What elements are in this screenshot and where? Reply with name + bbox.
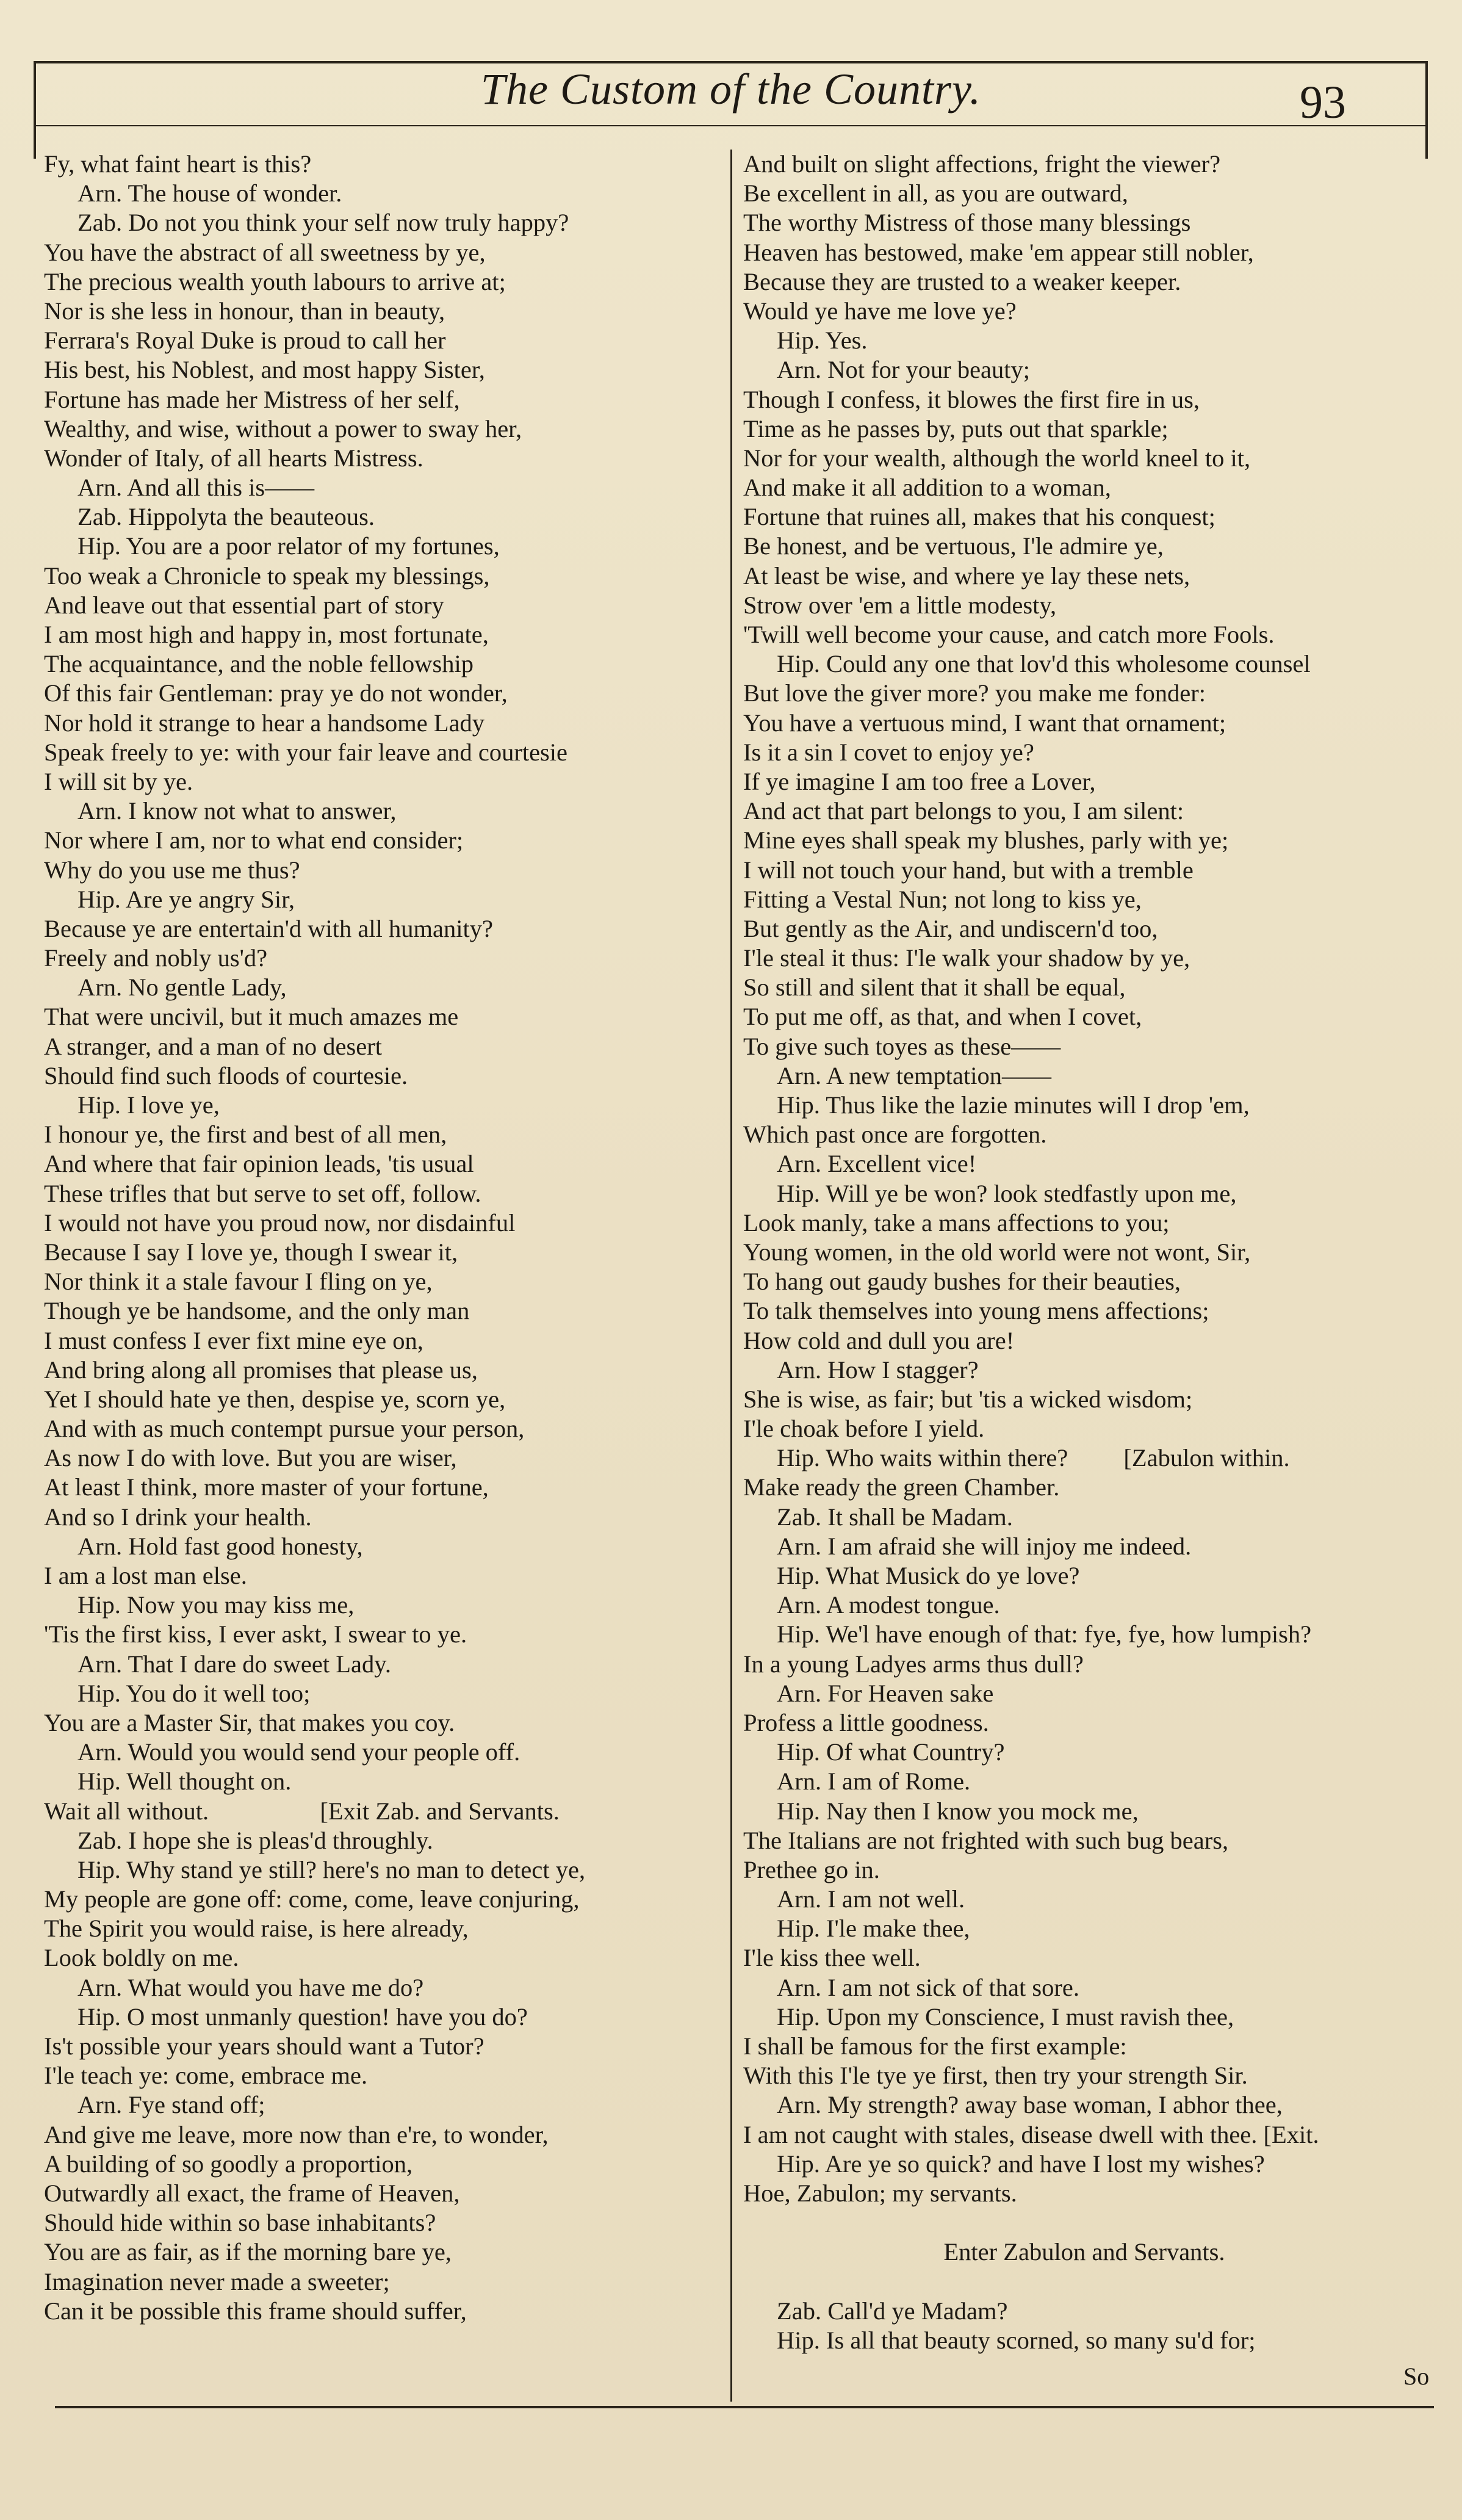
text-line: Should hide within so base inhabitants? [44,2209,436,2237]
text-line: Zab. Call'd ye Madam? [777,2297,1008,2325]
text-line: The Spirit you would raise, is here already, [44,1915,469,1943]
text-line: To talk themselves into young mens affections; [743,1297,1209,1325]
text-line: Make ready the green Chamber. [743,1473,1060,1501]
text-line: Fortune has made her Mistress of her self, [44,385,460,413]
text-line: Hip. Why stand ye still? here's no man to detect ye, [77,1855,586,1883]
text-line: A stranger, and a man of no desert [44,1032,382,1060]
text-line: Hip. Well thought on. [77,1767,292,1796]
text-line: A building of so goodly a proportion, [44,2150,413,2178]
text-line: Arn. I know not what to answer, [77,797,397,825]
text-line: Hip. Are ye so quick? and have I lost my wishes? [777,2150,1265,2178]
text-line: Though I confess, it blowes the first fire in us, [743,385,1200,413]
text-line: Hip. Of what Country? [777,1738,1005,1766]
text-line: Why do you use me thus? [44,856,300,884]
text-line: The Italians are not frighted with such bug bears, [743,1826,1229,1854]
text-line: And where that fair opinion leads, 'tis usual [44,1150,474,1178]
text-line: You are as fair, as if the morning bare ye, [44,2238,452,2266]
text-line: As now I do with love. But you are wiser, [44,1444,457,1472]
text-line: Ferrara's Royal Duke is proud to call her [44,327,446,355]
text-line: To hang out gaudy bushes for their beauties, [743,1268,1181,1296]
text-line: Hip. What Musick do ye love? [777,1562,1080,1589]
text-line: But love the giver more? you make me fonder: [743,679,1206,707]
top-rule [34,61,1428,63]
text-line: Arn. How I stagger? [777,1356,979,1384]
text-line: But gently as the Air, and undiscern'd too, [743,914,1158,942]
text-line: Time as he passes by, puts out that sparkle; [743,414,1169,442]
text-line: Though ye be handsome, and the only man [44,1297,470,1325]
text-line: The precious wealth youth labours to arrive at; [44,267,506,295]
text-line: Arn. Hold fast good honesty, [77,1532,363,1560]
text-line: I am a lost man else. [44,1562,247,1589]
text-line [743,2208,1425,2237]
text-line: So still and silent that it shall be equal, [743,973,1126,1002]
text-line: I shall be famous for the first example: [743,2032,1127,2060]
text-line: Zab. Do not you think your self now truly happy? [77,209,569,237]
text-line: Hip. Now you may kiss me, [77,1591,355,1619]
text-line: Be excellent in all, as you are outward, [743,179,1128,208]
text-line: Arn. I am not sick of that sore. [777,1973,1080,2001]
text-line: Hip. O most unmanly question! have you do? [77,2002,528,2031]
text-line: Arn. That I dare do sweet Lady. [77,1650,391,1678]
text-line: Wait all without. [Exit Zab. and Servants. [44,1797,560,1825]
text-line: Hip. Thus like the lazie minutes will I drop 'em, [777,1091,1250,1119]
running-title: The Custom of the Country. [480,65,982,114]
text-line: And make it all addition to a woman, [743,474,1111,502]
text-line: I'le teach ye: come, embrace me. [44,2062,368,2090]
text-line: I'le kiss thee well. [743,1944,921,1972]
text-line: I would not have you proud now, nor disdainful [44,1208,516,1237]
text-line: I'le steal it thus: I'le walk your shadow by ye, [743,944,1190,972]
text-line: Zab. Hippolyta the beauteous. [77,503,375,531]
text-line: Arn. A modest tongue. [777,1591,1000,1619]
text-line: And built on slight affections, fright the viewer? [743,150,1221,178]
text-line: These trifles that but serve to set off, follow. [44,1179,481,1207]
text-line: Nor for your wealth, although the world kneel to it, [743,444,1251,472]
column-divider [730,150,732,2402]
text-line: Young women, in the old world were not wont, Sir, [743,1238,1251,1266]
text-line: Arn. And all this is—— [77,474,315,502]
text-line: Arn. Excellent vice! [777,1150,977,1178]
text-line: Hip. Who waits within there? [Zabulon within. [777,1444,1290,1472]
text-line: To put me off, as that, and when I covet, [743,1003,1142,1031]
text-line: Arn. No gentle Lady, [77,973,287,1002]
text-line: I will not touch your hand, but with a tremble [743,856,1194,884]
text-line: Because I say I love ye, though I swear it, [44,1238,458,1266]
text-line: With this I'le tye ye first, then try your strength Sir. [743,2062,1248,2090]
text-line: And bring along all promises that please us, [44,1356,478,1384]
text-line: Hip. Could any one that lov'd this wholesome counsel [777,650,1311,678]
text-line: At least I think, more master of your fortune, [44,1473,489,1501]
catchword: So [1403,2363,1430,2390]
text-line: Too weak a Chronicle to speak my blessings, [44,561,490,590]
text-line: Is't possible your years should want a Tutor? [44,2032,484,2060]
text-line: Arn. For Heaven sake [777,1679,994,1707]
text-line: Enter Zabulon and Servants. [943,2238,1225,2266]
text-line: At least be wise, and where ye lay these nets, [743,561,1190,590]
text-line: Profess a little goodness. [743,1708,989,1736]
text-line [743,2267,1425,2297]
text-line: The acquaintance, and the noble fellowship [44,650,474,678]
text-line: Yet I should hate ye then, despise ye, scorn ye, [44,1385,506,1413]
text-line: Nor where I am, nor to what end consider; [44,826,464,854]
text-line: Arn. I am not well. [777,1885,965,1913]
text-line: In a young Ladyes arms thus dull? [743,1650,1084,1678]
text-line: You are a Master Sir, that makes you coy. [44,1708,455,1736]
text-line: And give me leave, more now than e're, to wonder, [44,2120,549,2148]
text-line: Wonder of Italy, of all hearts Mistress. [44,444,423,472]
right-text-column [743,150,1425,2355]
bottom-rule [55,2406,1434,2408]
text-line: Hip. Is all that beauty scorned, so many su'd for; [777,2326,1256,2354]
text-line: Zab. I hope she is pleas'd throughly. [77,1826,433,1854]
text-line: Prethee go in. [743,1855,880,1883]
text-line: Arn. Not for your beauty; [777,356,1031,384]
text-line: Arn. Would you would send your people off. [77,1738,520,1766]
left-text-column [44,150,721,2326]
text-line: I am not caught with stales, disease dwell with thee. [Exit. [743,2120,1319,2148]
text-line: Hip. Will ye be won? look stedfastly upon me, [777,1179,1237,1207]
text-line: 'Twill well become your cause, and catch more Fools. [743,621,1275,648]
text-line: The worthy Mistress of those many blessings [743,209,1191,237]
text-line: Look manly, take a mans affections to you; [743,1208,1170,1237]
text-line: Nor think it a stale favour I fling on ye, [44,1268,433,1296]
text-line: Wealthy, and wise, without a power to sway her, [44,414,522,442]
text-line: Imagination never made a sweeter; [44,2267,390,2295]
text-line: Be honest, and be vertuous, I'le admire ye, [743,532,1164,560]
text-line: Arn. The house of wonder. [77,179,342,208]
text-line: I honour ye, the first and best of all men, [44,1121,447,1149]
text-line: Mine eyes shall speak my blushes, parly with ye; [743,826,1229,854]
text-line: I will sit by ye. [44,767,193,795]
text-line: I must confess I ever fixt mine eye on, [44,1326,423,1354]
text-line: And act that part belongs to you, I am silent: [743,797,1184,825]
text-line: Speak freely to ye: with your fair leave and courtesie [44,738,568,766]
text-line: Outwardly all exact, the frame of Heaven, [44,2179,460,2207]
text-line: You have the abstract of all sweetness by ye, [44,238,486,266]
text-line: Fy, what faint heart is this? [44,150,312,178]
text-line: Arn. Fye stand off; [77,2091,265,2119]
text-line: Arn. I am of Rome. [777,1767,971,1796]
text-line: Hip. Upon my Conscience, I must ravish thee, [777,2002,1234,2031]
text-line: Hoe, Zabulon; my servants. [743,2179,1017,2207]
text-line: Look boldly on me. [44,1944,239,1972]
text-line: She is wise, as fair; but 'tis a wicked wisdom; [743,1385,1193,1413]
text-line: Fitting a Vestal Nun; not long to kiss ye, [743,885,1142,913]
text-line: How cold and dull you are! [743,1326,1015,1354]
text-line: If ye imagine I am too free a Lover, [743,767,1096,795]
text-line: Nor hold it strange to hear a handsome Lady [44,709,485,737]
text-line: You have a vertuous mind, I want that ornament; [743,709,1226,737]
text-line: Hip. I love ye, [77,1091,220,1119]
text-line: 'Tis the first kiss, I ever askt, I swear to ye. [44,1620,467,1648]
text-line: Hip. Yes. [777,327,868,355]
header-rule [34,125,1428,126]
text-line: Fortune that ruines all, makes that his conquest; [743,503,1215,531]
text-line: I'le choak before I yield. [743,1415,985,1443]
text-line: Nor is she less in honour, than in beauty, [44,297,445,325]
text-line: Which past once are forgotten. [743,1121,1047,1149]
text-line: Hip. Are ye angry Sir, [77,885,295,913]
text-line: Of this fair Gentleman: pray ye do not wonder, [44,679,508,707]
text-line: Zab. It shall be Madam. [777,1503,1013,1531]
text-line: Hip. I'le make thee, [777,1915,970,1943]
text-line: And leave out that essential part of story [44,591,444,619]
page-number: 93 [1300,77,1346,128]
text-line: Hip. We'l have enough of that: fye, fye, how lumpish? [777,1620,1312,1648]
text-line: And so I drink your health. [44,1503,312,1531]
text-line: Should find such floods of courtesie. [44,1061,408,1089]
text-line: Can it be possible this frame should suffer, [44,2297,467,2325]
text-line: Hip. You do it well too; [77,1679,311,1707]
text-line: Arn. A new temptation—— [777,1061,1051,1089]
text-line: Heaven has bestowed, make 'em appear still nobler, [743,238,1254,266]
text-line: Hip. You are a poor relator of my fortunes, [77,532,500,560]
text-line: I am most high and happy in, most fortunate, [44,621,489,648]
text-line: His best, his Noblest, and most happy Sister, [44,356,485,384]
text-line: Freely and nobly us'd? [44,944,268,972]
text-line: Because they are trusted to a weaker keeper. [743,267,1181,295]
text-line: And with as much contempt pursue your person, [44,1415,525,1443]
text-line: That were uncivil, but it much amazes me [44,1003,459,1031]
text-line: Arn. What would you have me do? [77,1973,424,2001]
text-line: Hip. Nay then I know you mock me, [777,1797,1139,1825]
text-line: Arn. I am afraid she will injoy me indeed. [777,1532,1192,1560]
text-line: My people are gone off: come, come, leave conjuring, [44,1885,580,1913]
text-line: Strow over 'em a little modesty, [743,591,1057,619]
text-line: Would ye have me love ye? [743,297,1017,325]
text-line: Because ye are entertain'd with all humanity? [44,914,494,942]
text-line: Arn. My strength? away base woman, I abhor thee, [777,2091,1283,2119]
text-line: To give such toyes as these—— [743,1032,1061,1060]
text-line: Is it a sin I covet to enjoy ye? [743,738,1034,766]
